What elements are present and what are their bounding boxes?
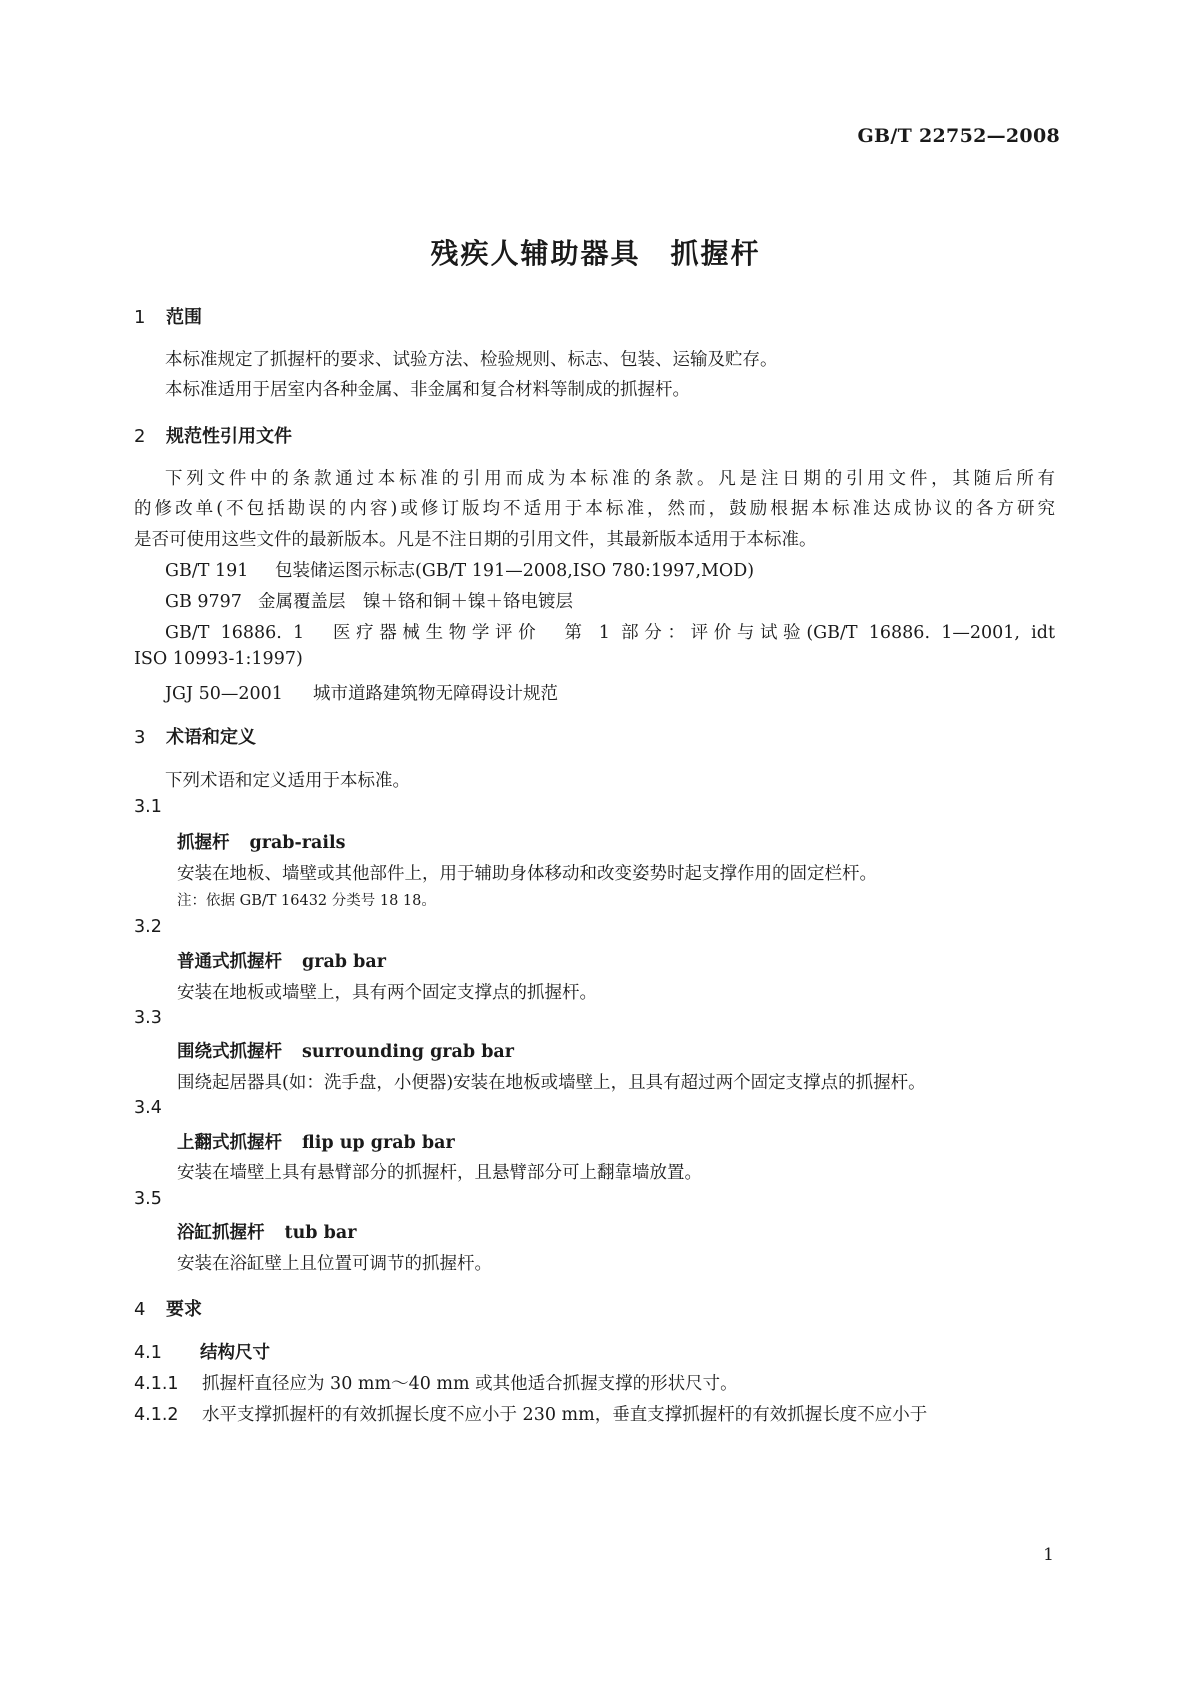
paragraph-line: 的修改单(不包括勘误的内容)或修订版均不适用于本标准，然而，鼓励根据本标准达成协议的各方研究: [134, 499, 1055, 519]
term-number: 3.5: [134, 1189, 162, 1209]
section-title: 规范性引用文件: [166, 426, 292, 447]
reference-code: GB/T 191: [165, 561, 249, 581]
reference-title: 包装储运图示标志(GB/T 191—2008,ISO 780:1997,MOD): [275, 561, 755, 581]
term-number: 3.3: [134, 1008, 162, 1028]
reference-item: [165, 557, 754, 582]
section-number: 1: [134, 307, 146, 328]
clause-number: 4.1: [134, 1343, 162, 1363]
term-number: 3.2: [134, 917, 162, 937]
clause-number: 4.1.1: [134, 1374, 179, 1394]
reference-item: [165, 588, 573, 613]
page-number: 1: [1043, 1545, 1054, 1565]
term-zh: 上翻式抓握杆: [177, 1133, 282, 1153]
reference-title: 金属覆盖层 镍＋铬和铜＋镍＋铬电镀层: [258, 592, 573, 612]
term-definition: 安装在地板、墙壁或其他部件上，用于辅助身体移动和改变姿势时起支撑作用的固定栏杆。: [177, 864, 877, 884]
section-title: 范围: [166, 307, 202, 328]
term-number: 3.4: [134, 1098, 162, 1118]
term-zh: 普通式抓握杆: [177, 952, 282, 972]
term-zh: 浴缸抓握杆: [177, 1223, 265, 1243]
section-number: 3: [134, 727, 146, 748]
section-2-heading: [134, 422, 292, 448]
section-number: 4: [134, 1299, 146, 1320]
reference-item-line: GB/T 16886. 1 医疗器械生物学评价 第 1 部分：评价与试验(GB/T 16886. 1—2001, idt: [165, 623, 1055, 643]
term-heading: [177, 1038, 514, 1063]
clause-title: 结构尺寸: [200, 1343, 270, 1363]
term-heading: [177, 1129, 455, 1154]
term-zh: 围绕式抓握杆: [177, 1042, 282, 1062]
term-definition: 安装在浴缸壁上且位置可调节的抓握杆。: [177, 1254, 492, 1274]
paragraph: 本标准适用于居室内各种金属、非金属和复合材料等制成的抓握杆。: [165, 380, 690, 400]
document-title: 残疾人辅助器具 抓握杆: [430, 237, 761, 270]
term-heading: [177, 1219, 356, 1244]
term-en: surrounding grab bar: [302, 1042, 514, 1062]
term-en: grab-rails: [249, 833, 346, 853]
standard-code: GB/T 22752—2008: [857, 125, 1060, 147]
term-number: 3.1: [134, 797, 162, 817]
clause-heading: [134, 1339, 270, 1364]
reference-title: 城市道路建筑物无障碍设计规范: [313, 684, 558, 704]
clause-text: 水平支撑抓握杆的有效抓握长度不应小于 230 mm，垂直支撑抓握杆的有效抓握长度不应小于: [202, 1405, 928, 1425]
paragraph-line: 是否可使用这些文件的最新版本。凡是不注日期的引用文件，其最新版本适用于本标准。: [134, 530, 817, 550]
section-title: 术语和定义: [166, 727, 256, 748]
reference-item-line: ISO 10993-1:1997): [134, 649, 303, 669]
paragraph: 下列术语和定义适用于本标准。: [165, 771, 410, 791]
clause-text: 抓握杆直径应为 30 mm～40 mm 或其他适合抓握支撑的形状尺寸。: [202, 1374, 738, 1394]
paragraph-line: 下列文件中的条款通过本标准的引用而成为本标准的条款。凡是注日期的引用文件，其随后所有: [165, 469, 1055, 489]
term-en: tub bar: [284, 1223, 357, 1243]
section-3-heading: [134, 723, 256, 749]
term-heading: [177, 948, 386, 973]
term-zh: 抓握杆: [177, 833, 230, 853]
section-number: 2: [134, 426, 146, 447]
reference-code: JGJ 50—2001: [165, 684, 283, 704]
reference-item: [165, 680, 558, 705]
reference-code: GB 9797: [165, 592, 242, 612]
term-heading: [177, 829, 346, 854]
section-1-heading: [134, 303, 202, 329]
clause: [134, 1401, 1055, 1426]
clause-number: 4.1.2: [134, 1405, 179, 1425]
term-definition: 安装在墙壁上具有悬臂部分的抓握杆，且悬臂部分可上翻靠墙放置。: [177, 1163, 702, 1183]
term-definition: 围绕起居器具(如：洗手盘，小便器)安装在地板或墙壁上，且具有超过两个固定支撑点的抓握杆。: [177, 1073, 926, 1093]
clause: [134, 1370, 738, 1395]
section-title: 要求: [166, 1299, 202, 1320]
term-definition: 安装在地板或墙壁上，具有两个固定支撑点的抓握杆。: [177, 983, 597, 1003]
term-en: grab bar: [302, 952, 386, 972]
paragraph: 本标准规定了抓握杆的要求、试验方法、检验规则、标志、包装、运输及贮存。: [165, 350, 778, 370]
term-note: 注：依据 GB/T 16432 分类号 18 18。: [177, 893, 436, 909]
section-4-heading: [134, 1295, 202, 1321]
term-en: flip up grab bar: [302, 1133, 455, 1153]
